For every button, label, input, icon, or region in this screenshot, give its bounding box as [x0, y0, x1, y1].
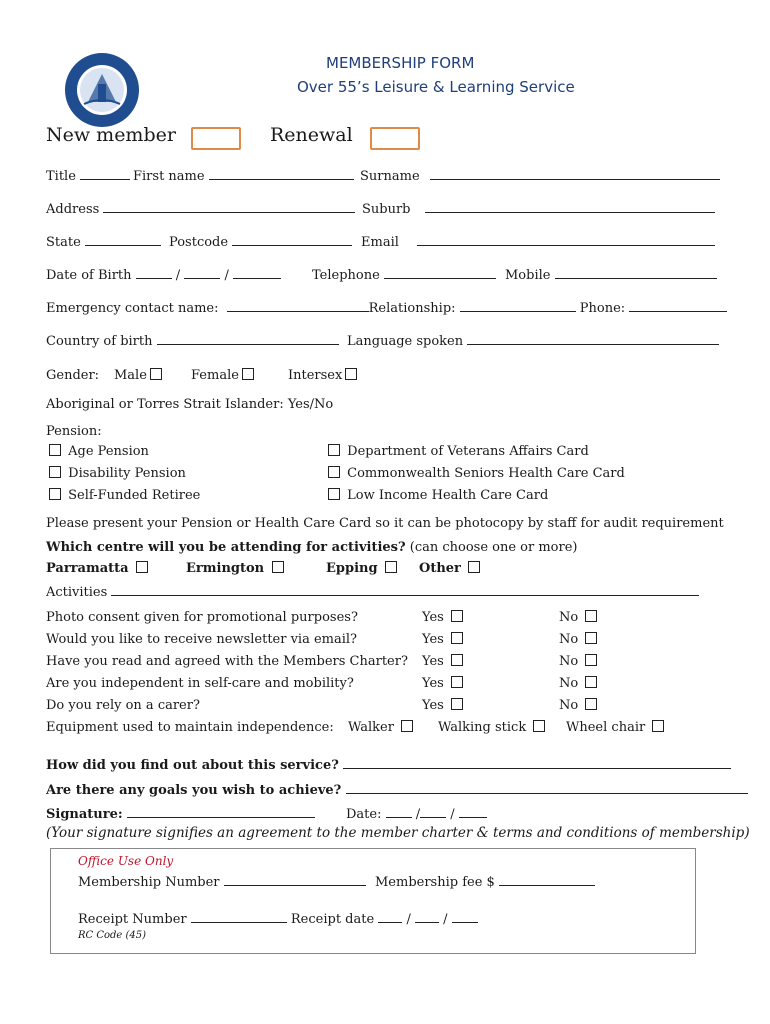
- question-charter: Have you read and agreed with the Members Charter?: [46, 654, 408, 669]
- receipt-date-year-field[interactable]: [452, 910, 478, 923]
- aboriginal-question: Aboriginal or Torres Strait Islander: Yes/No: [46, 397, 334, 412]
- date-label: Date:: [346, 807, 382, 822]
- independent-yes-checkbox[interactable]: [451, 676, 463, 688]
- city-logo: [64, 52, 140, 128]
- wheel-chair-label: Wheel chair: [566, 720, 646, 735]
- surname-field[interactable]: [430, 167, 720, 180]
- dob-year-field[interactable]: [233, 266, 281, 279]
- relationship-label: Relationship:: [368, 301, 456, 316]
- walking-stick-checkbox[interactable]: [533, 720, 545, 732]
- newsletter-yes-checkbox[interactable]: [451, 632, 463, 644]
- relationship-field[interactable]: [460, 299, 576, 312]
- present-card-note: Please present your Pension or Health Care Card so it can be photocopy by staff for audit requirement: [46, 516, 724, 531]
- parramatta-checkbox[interactable]: [136, 561, 148, 573]
- ermington-label: Ermington: [186, 561, 265, 576]
- membership-number-label: Membership Number: [78, 875, 220, 890]
- address-field[interactable]: [103, 200, 355, 213]
- dob-day-field[interactable]: [136, 266, 172, 279]
- self-funded-label: Self-Funded Retiree: [68, 488, 201, 503]
- activities-label: Activities: [46, 585, 108, 600]
- no-label: No: [559, 698, 579, 713]
- membership-fee-field[interactable]: [499, 873, 595, 886]
- seniors-card-label: Commonwealth Seniors Health Care Card: [347, 466, 625, 481]
- centre-hint: (can choose one or more): [409, 540, 578, 555]
- dob-label: Date of Birth: [46, 268, 132, 283]
- walker-label: Walker: [348, 720, 394, 735]
- receipt-number-field[interactable]: [191, 910, 287, 923]
- mobile-label: Mobile: [505, 268, 551, 283]
- yes-label: Yes: [422, 654, 444, 669]
- emergency-field[interactable]: [227, 299, 369, 312]
- yes-label: Yes: [422, 632, 444, 647]
- yes-label: Yes: [422, 676, 444, 691]
- telephone-field[interactable]: [384, 266, 496, 279]
- renewal-label: Renewal: [270, 124, 353, 146]
- question-independent: Are you independent in self-care and mobility?: [46, 676, 354, 691]
- new-member-checkbox[interactable]: [191, 127, 241, 150]
- rc-code: RC Code (45): [78, 930, 147, 941]
- intersex-checkbox[interactable]: [345, 368, 357, 380]
- suburb-field[interactable]: [425, 200, 715, 213]
- newsletter-no-checkbox[interactable]: [585, 632, 597, 644]
- low-income-card-label: Low Income Health Care Card: [347, 488, 549, 503]
- receipt-date-month-field[interactable]: [415, 910, 439, 923]
- suburb-label: Suburb: [362, 202, 411, 217]
- phone-label: Phone:: [579, 301, 626, 316]
- office-use-box: Office Use Only Membership Number Membership fee $ Receipt Number Receipt date / / RC Code (45): [50, 848, 696, 954]
- date-month-field[interactable]: [420, 805, 446, 818]
- disability-pension-checkbox[interactable]: [49, 466, 61, 478]
- how-found-field[interactable]: [343, 756, 731, 769]
- walking-stick-label: Walking stick: [438, 720, 527, 735]
- title-field[interactable]: [80, 167, 130, 180]
- question-newsletter: Would you like to receive newsletter via email?: [46, 632, 358, 647]
- form-subtitle: Over 55’s Leisure & Learning Service: [297, 78, 575, 96]
- receipt-number-label: Receipt Number: [78, 912, 187, 927]
- female-label: Female: [191, 368, 239, 383]
- form-title: MEMBERSHIP FORM: [326, 54, 475, 72]
- photo-yes-checkbox[interactable]: [451, 610, 463, 622]
- activities-field[interactable]: [111, 583, 699, 596]
- other-label: Other: [419, 561, 461, 576]
- intersex-label: Intersex: [288, 368, 343, 383]
- male-checkbox[interactable]: [150, 368, 162, 380]
- no-label: No: [559, 632, 579, 647]
- epping-checkbox[interactable]: [385, 561, 397, 573]
- ermington-checkbox[interactable]: [272, 561, 284, 573]
- dob-month-field[interactable]: [184, 266, 220, 279]
- postcode-label: Postcode: [169, 235, 229, 250]
- age-pension-checkbox[interactable]: [49, 444, 61, 456]
- signature-note: (Your signature signifies an agreement to the member charter & terms and conditions of membership): [46, 825, 750, 841]
- phone-field[interactable]: [629, 299, 727, 312]
- self-funded-checkbox[interactable]: [49, 488, 61, 500]
- state-label: State: [46, 235, 81, 250]
- emergency-label: Emergency contact name:: [46, 301, 219, 316]
- disability-pension-label: Disability Pension: [68, 466, 186, 481]
- how-found-label: How did you find out about this service?: [46, 758, 339, 773]
- yes-label: Yes: [422, 610, 444, 625]
- photo-no-checkbox[interactable]: [585, 610, 597, 622]
- country-field[interactable]: [157, 332, 339, 345]
- dva-card-label: Department of Veterans Affairs Card: [347, 444, 589, 459]
- parramatta-label: Parramatta: [46, 561, 129, 576]
- renewal-checkbox[interactable]: [370, 127, 420, 150]
- membership-number-field[interactable]: [224, 873, 366, 886]
- date-day-field[interactable]: [386, 805, 412, 818]
- gender-label: Gender:: [46, 368, 100, 383]
- email-field[interactable]: [417, 233, 715, 246]
- question-photo: Photo consent given for promotional purposes?: [46, 610, 358, 625]
- walker-checkbox[interactable]: [401, 720, 413, 732]
- postcode-field[interactable]: [232, 233, 352, 246]
- seniors-card-checkbox[interactable]: [328, 466, 340, 478]
- first-name-field[interactable]: [209, 167, 354, 180]
- equipment-label: Equipment used to maintain independence:: [46, 720, 334, 735]
- language-label: Language spoken: [347, 334, 464, 349]
- charter-yes-checkbox[interactable]: [451, 654, 463, 666]
- independent-no-checkbox[interactable]: [585, 676, 597, 688]
- female-checkbox[interactable]: [242, 368, 254, 380]
- receipt-date-label: Receipt date: [290, 912, 375, 927]
- signature-label: Signature:: [46, 807, 123, 822]
- centre-question: Which centre will you be attending for activities?: [46, 540, 406, 555]
- date-year-field[interactable]: [459, 805, 487, 818]
- low-income-card-checkbox[interactable]: [328, 488, 340, 500]
- no-label: No: [559, 610, 579, 625]
- new-member-label: New member: [46, 124, 176, 146]
- first-name-label: First name: [133, 169, 205, 184]
- membership-fee-label: Membership fee $: [375, 875, 495, 890]
- wheel-chair-checkbox[interactable]: [652, 720, 664, 732]
- telephone-label: Telephone: [312, 268, 380, 283]
- goals-label: Are there any goals you wish to achieve?: [46, 783, 342, 798]
- male-label: Male: [114, 368, 147, 383]
- language-field[interactable]: [467, 332, 719, 345]
- no-label: No: [559, 654, 579, 669]
- office-use-title: Office Use Only: [78, 854, 174, 868]
- no-label: No: [559, 676, 579, 691]
- yes-label: Yes: [422, 698, 444, 713]
- surname-label: Surname: [360, 169, 420, 184]
- email-label: Email: [361, 235, 399, 250]
- state-field[interactable]: [85, 233, 161, 246]
- dva-card-checkbox[interactable]: [328, 444, 340, 456]
- charter-no-checkbox[interactable]: [585, 654, 597, 666]
- country-label: Country of birth: [46, 334, 153, 349]
- address-label: Address: [46, 202, 100, 217]
- signature-field[interactable]: [127, 805, 315, 818]
- carer-yes-checkbox[interactable]: [451, 698, 463, 710]
- mobile-field[interactable]: [555, 266, 717, 279]
- carer-no-checkbox[interactable]: [585, 698, 597, 710]
- question-carer: Do you rely on a carer?: [46, 698, 200, 713]
- epping-label: Epping: [326, 561, 378, 576]
- pension-label: Pension:: [46, 424, 102, 439]
- goals-field[interactable]: [346, 781, 748, 794]
- receipt-date-day-field[interactable]: [378, 910, 402, 923]
- age-pension-label: Age Pension: [68, 444, 149, 459]
- title-label: Title: [46, 169, 76, 184]
- other-checkbox[interactable]: [468, 561, 480, 573]
